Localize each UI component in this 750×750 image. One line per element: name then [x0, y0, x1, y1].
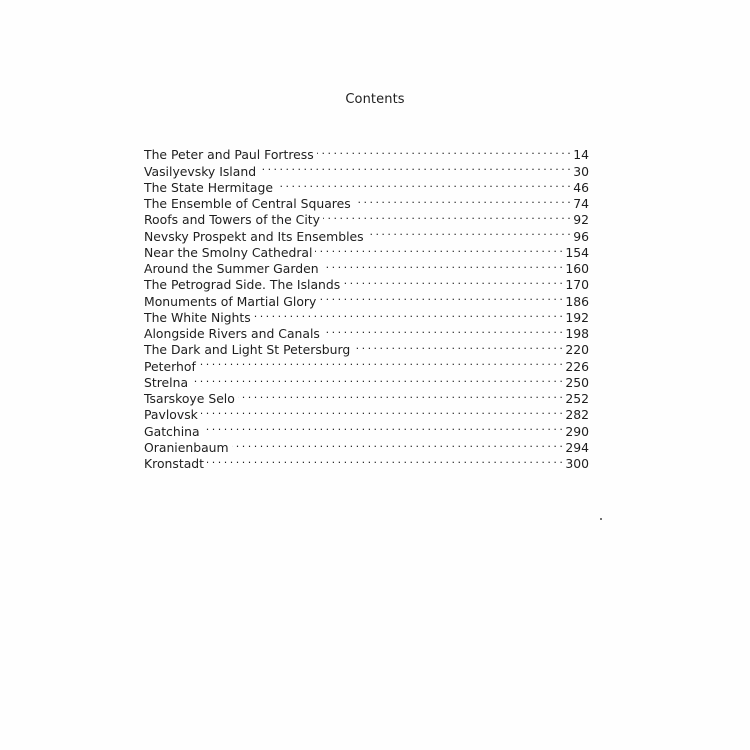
- toc-entry-title: Peterhof: [144, 358, 196, 374]
- toc-entry-page: 300: [565, 456, 589, 471]
- dot-leader: [317, 143, 571, 159]
- toc-entry-page: 96: [573, 228, 589, 244]
- toc-entry-title: The Ensemble of Central Squares: [144, 196, 351, 211]
- toc-entry-title: Alongside Rivers and Canals: [144, 326, 320, 341]
- toc-entry-page: 290: [565, 423, 589, 439]
- toc-entry-page: 30: [573, 163, 589, 179]
- dot-leader: [315, 241, 562, 257]
- dot-leader: [238, 387, 563, 403]
- dot-leader: [323, 322, 562, 338]
- toc-entry-page: 226: [565, 358, 589, 374]
- toc-entry-page: 198: [565, 326, 589, 341]
- print-speck: [600, 518, 602, 520]
- toc-entry: [144, 452, 589, 471]
- dot-leader: [203, 419, 563, 435]
- toc-entry-title: Kronstadt: [144, 456, 205, 471]
- toc-entry-page: 170: [565, 277, 589, 293]
- dot-leader: [201, 403, 563, 419]
- toc-entry-page: 220: [565, 342, 589, 358]
- dot-leader: [191, 371, 562, 387]
- toc-entry-page: 282: [565, 407, 589, 423]
- toc-entry-page: 186: [565, 293, 589, 309]
- toc-entry: [144, 436, 589, 455]
- dot-leader: [199, 354, 563, 370]
- toc-entry-title: Near the Smolny Cathedral: [144, 244, 313, 260]
- dot-leader: [322, 257, 563, 273]
- toc-entry-title: Oranienbaum: [144, 439, 229, 455]
- toc-entry-title: The State Hermitage: [144, 179, 273, 195]
- toc-entry-page: 92: [573, 212, 589, 228]
- toc-entry: [144, 403, 589, 423]
- table-of-contents: [144, 143, 589, 471]
- toc-entry: [144, 143, 589, 163]
- toc-entry-page: 160: [565, 261, 589, 276]
- toc-entry-title: Monuments of Martial Glory: [144, 293, 317, 309]
- toc-entry-title: Tsarskoye Selo: [144, 391, 235, 406]
- dot-leader: [343, 273, 562, 289]
- toc-entry-page: 192: [565, 309, 589, 325]
- toc-entry: [144, 354, 589, 374]
- toc-entry-title: Nevsky Prospekt and Its Ensembles: [144, 228, 364, 244]
- toc-entry-title: Around the Summer Garden: [144, 261, 319, 276]
- dot-leader: [353, 338, 562, 354]
- dot-leader: [319, 289, 562, 305]
- toc-entry-page: 154: [565, 244, 589, 260]
- dot-leader: [259, 159, 570, 175]
- toc-entry-title: Roofs and Towers of the City: [144, 212, 320, 228]
- toc-entry-page: 46: [573, 179, 589, 195]
- toc-entry: [144, 387, 589, 406]
- toc-entry-title: Pavlovsk: [144, 407, 198, 423]
- toc-entry-page: 252: [565, 391, 589, 406]
- toc-entry-page: 294: [565, 439, 589, 455]
- toc-entry-title: Vasilyevsky Island: [144, 163, 257, 179]
- toc-entry-title: Strelna: [144, 374, 189, 390]
- toc-entry-page: 74: [573, 196, 589, 211]
- toc-entry-title: The Dark and Light St Petersburg: [144, 342, 351, 358]
- dot-leader: [276, 176, 570, 192]
- dot-leader: [323, 208, 570, 224]
- toc-entry-title: The Peter and Paul Fortress: [144, 147, 314, 163]
- toc-entry: [144, 419, 589, 439]
- toc-entry-title: Gatchina: [144, 423, 200, 439]
- dot-leader: [207, 452, 562, 468]
- page-title: Contents: [345, 92, 405, 107]
- dot-leader: [367, 224, 571, 240]
- dot-leader: [254, 306, 563, 322]
- toc-entry-title: The White Nights: [144, 309, 251, 325]
- toc-entry: [144, 371, 589, 390]
- toc-entry-title: The Petrograd Side. The Islands: [144, 277, 341, 293]
- toc-entry-page: 250: [565, 374, 589, 390]
- dot-leader: [232, 436, 563, 452]
- toc-entry-page: 14: [573, 147, 589, 163]
- dot-leader: [354, 192, 571, 208]
